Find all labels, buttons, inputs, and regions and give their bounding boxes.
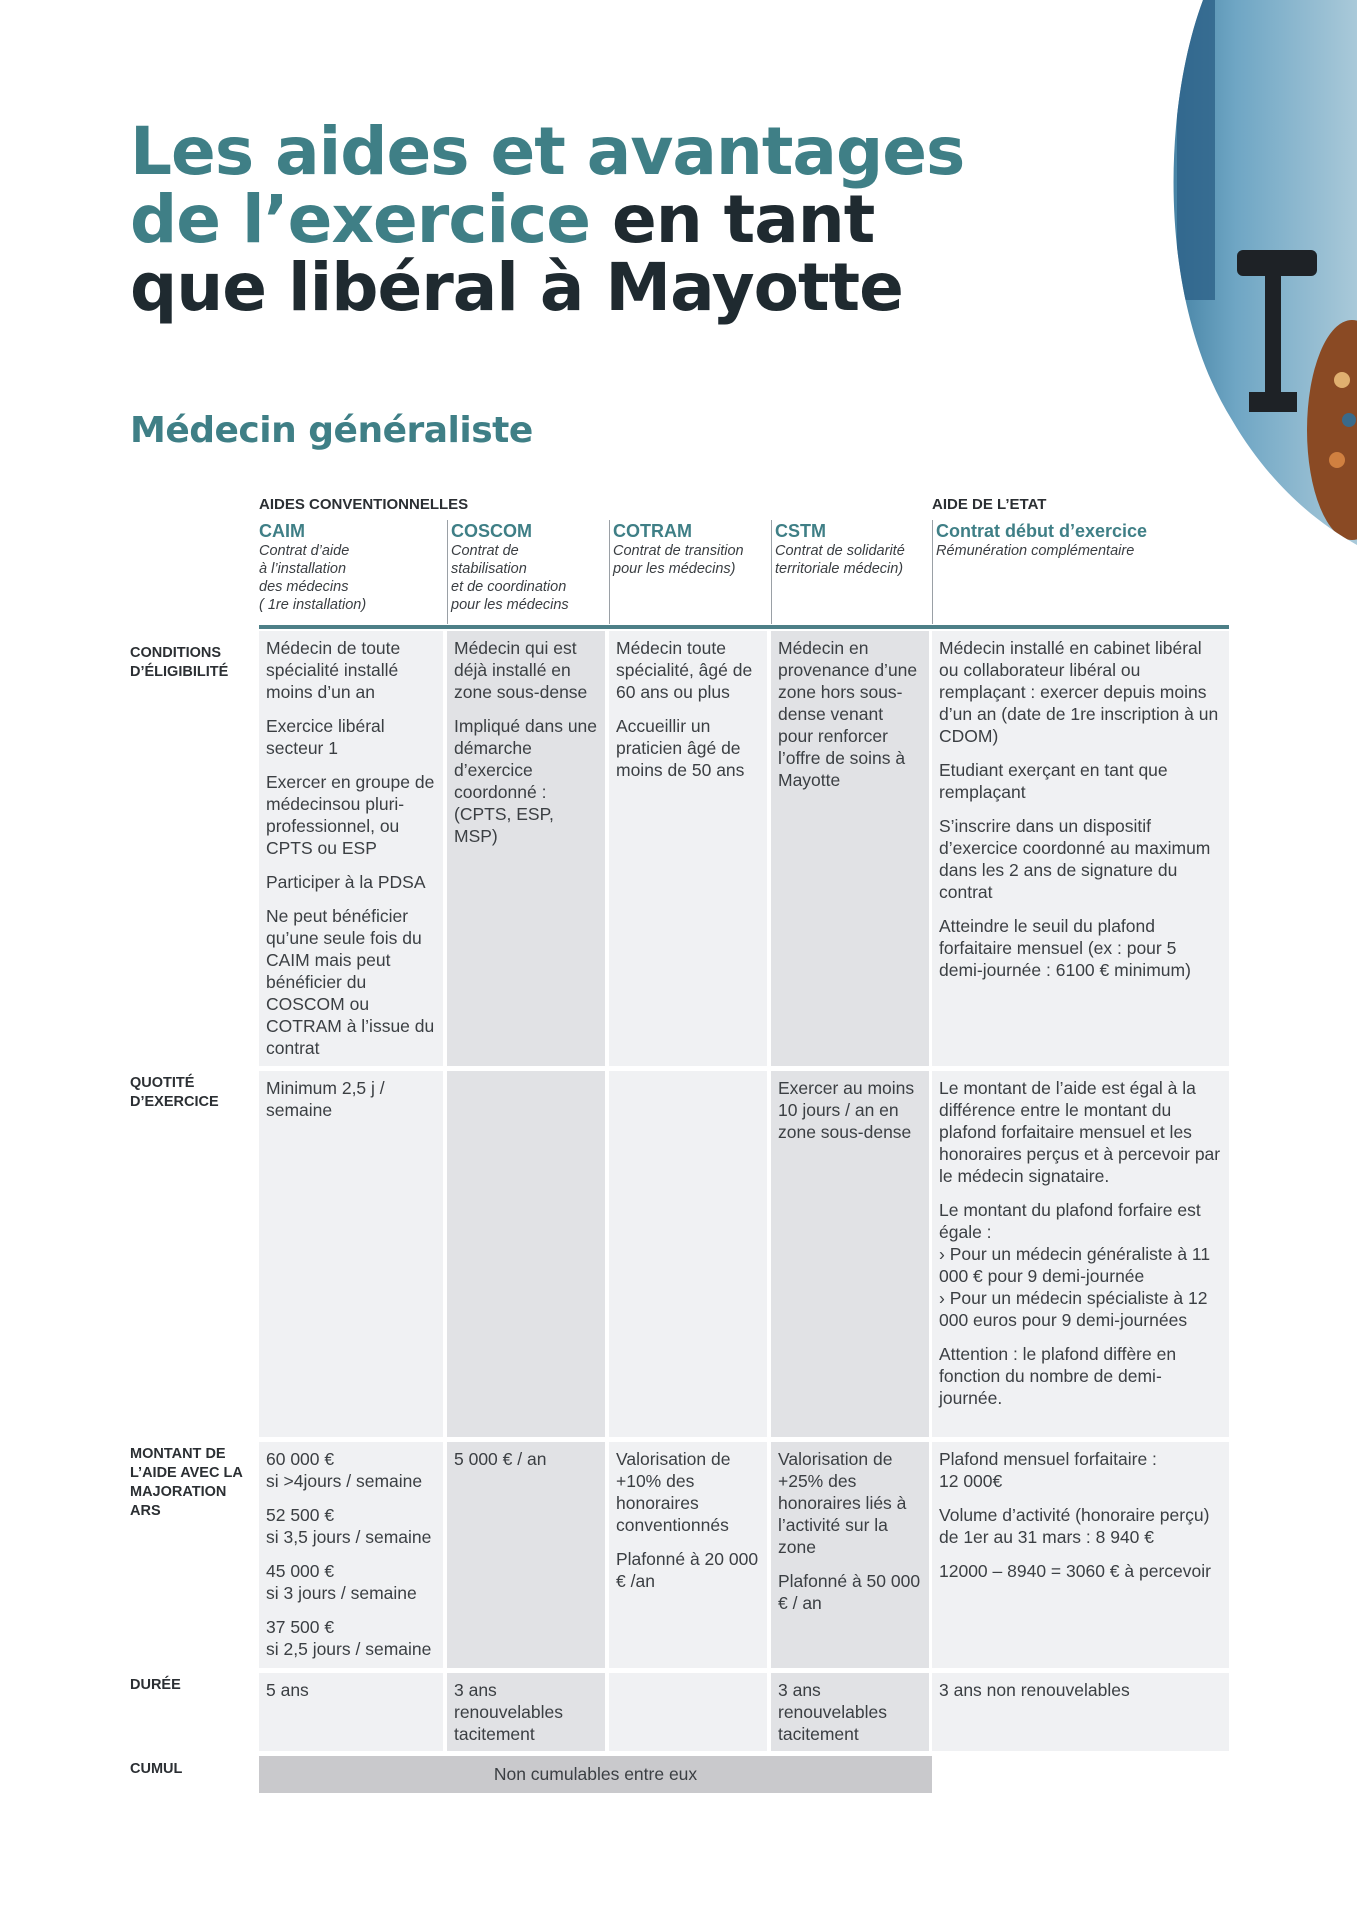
column-header <box>609 520 771 624</box>
cell-paragraph: Exercer au moins 10 jours / an en zone sous-dense <box>778 1078 915 1142</box>
cell-paragraph: Médecin toute spécialité, âgé de 60 ans ou plus <box>616 638 753 702</box>
table-cell <box>259 1442 443 1668</box>
cell-paragraph: Médecin installé en cabinet libéral ou collaborateur libéral ou remplaçant : exercer depuis moins d’un an (date de 1re inscription à un CDOM) <box>939 638 1219 746</box>
column-subtitle: Rémunération complémentaire <box>936 543 1135 559</box>
cell-paragraph: Plafond mensuel forfaitaire : 12 000€ <box>939 1449 1157 1491</box>
cell-paragraph: Accueillir un praticien âgé de moins de 50 ans <box>616 716 745 780</box>
table-cell <box>932 631 1229 1066</box>
cell-paragraph: Médecin en provenance d’une zone hors sous-dense venant pour renforcer l’offre de soins à Mayotte <box>778 638 918 790</box>
page-title <box>130 113 990 326</box>
cumul-bar: Non cumulables entre eux <box>259 1756 932 1793</box>
cell-paragraph: 3 ans renouvelables tacitement <box>454 1680 563 1744</box>
column-subtitle: des médecins <box>259 579 349 595</box>
table-cell <box>259 1071 443 1437</box>
column-subtitle: Contrat d’aide <box>259 543 350 559</box>
table-cell <box>932 1442 1229 1668</box>
column-subtitle: territoriale médecin) <box>775 561 904 577</box>
cell-paragraph: 5 ans <box>266 1680 309 1700</box>
column-subtitle: ( 1re installation) <box>259 597 367 613</box>
column-subtitle: pour les médecins) <box>613 561 736 577</box>
cell-paragraph: Ne peut bénéficier qu’une seule fois du CAIM mais peut bénéficier du COSCOM ou COTRAM à l’issue du contrat <box>266 906 435 1058</box>
cell-paragraph: Attention : le plafond diffère en fonction du nombre de demi-journée. <box>939 1344 1177 1408</box>
cell-paragraph: Médecin qui est déjà installé en zone sous-dense <box>454 638 588 702</box>
column-title: Contrat début d’exercice <box>936 521 1148 541</box>
group-label-state: AIDE DE L’ETAT <box>932 496 1047 513</box>
row-label-line: D’ÉLIGIBILITÉ <box>130 664 229 680</box>
group-label-conventional: AIDES CONVENTIONNELLES <box>259 496 469 513</box>
cell-paragraph: Atteindre le seuil du plafond forfaitaire mensuel (ex : pour 5 demi-journée : 6100 € minimum) <box>939 916 1191 980</box>
column-subtitle: Contrat de <box>451 543 519 559</box>
row-label-duree <box>130 1676 181 1695</box>
cell-paragraph: 52 500 € si 3,5 jours / semaine <box>266 1505 432 1547</box>
column-title: CSTM <box>775 521 826 541</box>
cell-paragraph: 5 000 € / an <box>454 1449 547 1469</box>
decorative-photo <box>1137 0 1357 560</box>
cell-paragraph: Plafonné à 20 000 € /an <box>616 1549 759 1591</box>
column-subtitle: et de coordination <box>451 579 567 595</box>
column-header <box>447 520 609 624</box>
row-label-quotite <box>130 1074 219 1112</box>
cell-paragraph: 60 000 € si >4jours / semaine <box>266 1449 423 1491</box>
column-title: COTRAM <box>613 521 692 541</box>
table-cell <box>447 1673 605 1751</box>
cell-paragraph: 37 500 € si 2,5 jours / semaine <box>266 1617 432 1659</box>
cell-paragraph: Volume d’activité (honoraire perçu) de 1er au 31 mars : 8 940 € <box>939 1505 1210 1547</box>
table-cell <box>609 1071 767 1437</box>
table-cell <box>259 631 443 1066</box>
row-label-line: D’EXERCICE <box>130 1094 219 1110</box>
row-label-line: ARS <box>130 1503 161 1519</box>
cell-paragraph: Exercice libéral secteur 1 <box>266 716 385 758</box>
table-cell <box>771 1673 929 1751</box>
row-label-line: DURÉE <box>130 1677 181 1693</box>
row-label-eligibility <box>130 644 228 682</box>
column-title: CAIM <box>259 521 305 541</box>
column-header <box>932 520 1229 624</box>
table-cell <box>447 631 605 1066</box>
table-cell <box>259 1673 443 1751</box>
table-cell <box>771 1071 929 1437</box>
cell-paragraph: Médecin de toute spécialité installé moins d’un an <box>266 638 401 702</box>
table-cell <box>609 1442 767 1668</box>
section-title: Médecin généraliste <box>130 410 533 451</box>
title-line-2-teal: de l’exercice <box>130 181 590 258</box>
cell-paragraph: Impliqué dans une démarche d’exercice coordonné : (CPTS, ESP, MSP) <box>454 716 598 846</box>
cell-paragraph: Le montant de l’aide est égal à la différence entre le montant du plafond forfaitaire mensuel et les honoraires perçus et à percevoir par le médecin signataire. <box>939 1078 1221 1186</box>
row-label-line: QUOTITÉ <box>130 1075 195 1091</box>
cell-paragraph: Plafonné à 50 000 € / an <box>778 1571 921 1613</box>
table-cell <box>447 1071 605 1437</box>
row-label-line: CONDITIONS <box>130 645 222 661</box>
row-label-line: CUMUL <box>130 1761 183 1777</box>
cell-paragraph: 3 ans non renouvelables <box>939 1680 1130 1700</box>
column-header <box>259 520 447 624</box>
column-title: COSCOM <box>451 521 532 541</box>
title-line-3: que libéral à Mayotte <box>130 249 903 326</box>
cell-paragraph: Le montant du plafond forfaire est égale : › Pour un médecin généraliste à 11 000 € pour 9 demi-journée › Pour un médecin spécialiste à 12 000 euros pour 9 demi-journées <box>939 1200 1211 1330</box>
row-label-line: MAJORATION <box>130 1484 227 1500</box>
row-label-line: L’AIDE AVEC LA <box>130 1465 243 1481</box>
cell-paragraph: S’inscrire dans un dispositif d’exercice coordonné au maximum dans les 2 ans de signature du contrat <box>939 816 1211 902</box>
row-label-cumul <box>130 1760 182 1779</box>
table-cell <box>932 1071 1229 1437</box>
row-label-montant <box>130 1445 243 1521</box>
cell-paragraph: Etudiant exerçant en tant que remplaçant <box>939 760 1168 802</box>
table-cell <box>771 1442 929 1668</box>
table-cell <box>771 631 929 1066</box>
cell-paragraph: Participer à la PDSA <box>266 872 426 892</box>
cell-paragraph: 12000 – 8940 = 3060 € à percevoir <box>939 1561 1211 1581</box>
column-header <box>771 520 932 624</box>
header-rule <box>259 625 1229 629</box>
cell-paragraph: Valorisation de +10% des honoraires conventionnés <box>616 1449 731 1535</box>
table-cell <box>932 1673 1229 1751</box>
title-line-2-dark: en tant <box>589 181 875 258</box>
cell-paragraph: Minimum 2,5 j / semaine <box>266 1078 385 1120</box>
cell-paragraph: 45 000 € si 3 jours / semaine <box>266 1561 417 1603</box>
title-line-1: Les aides et avantages <box>130 113 965 190</box>
column-subtitle: pour les médecins <box>451 597 569 613</box>
cell-paragraph: Valorisation de +25% des honoraires liés à l’activité sur la zone <box>778 1449 907 1557</box>
column-subtitle: Contrat de transition <box>613 543 744 559</box>
row-label-line: MONTANT DE <box>130 1446 226 1462</box>
table-cell <box>609 1673 767 1751</box>
table-cell <box>447 1442 605 1668</box>
column-subtitle: à l’installation <box>259 561 347 577</box>
cell-paragraph: 3 ans renouvelables tacitement <box>778 1680 887 1744</box>
table-cell <box>609 631 767 1066</box>
column-subtitle: stabilisation <box>451 561 527 577</box>
column-subtitle: Contrat de solidarité <box>775 543 905 559</box>
cell-paragraph: Exercer en groupe de médecinsou pluri-professionnel, ou CPTS ou ESP <box>266 772 435 858</box>
